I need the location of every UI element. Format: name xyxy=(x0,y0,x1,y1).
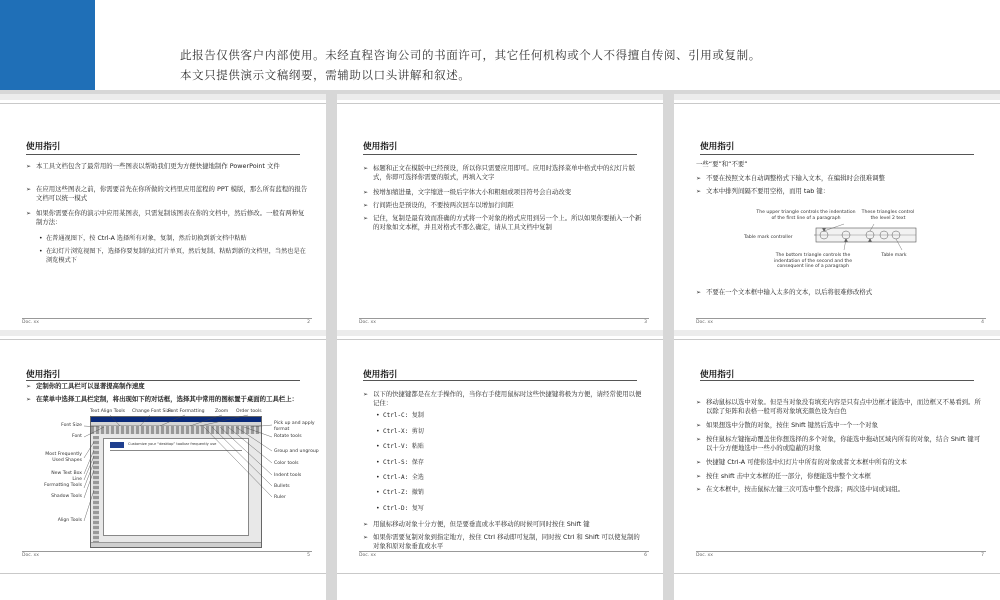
diagram-label: Table mark xyxy=(881,253,907,258)
slide-divider xyxy=(337,339,663,340)
bullet: ➢ 本工具文档包含了最常用的一些图表以帮助我们更为方便快捷地制作 PowerPoint 文件 xyxy=(26,162,280,170)
arrow-bullet-icon: ➢ xyxy=(363,189,369,196)
dot-bullet-icon: • xyxy=(376,443,380,450)
bullet: ➢ 不要在按照文本自动调整格式下输入文本，在编辑时会很难调整 xyxy=(696,174,885,182)
arrow-bullet-icon: ➢ xyxy=(696,459,702,466)
brand-block xyxy=(0,0,95,90)
arrow-bullet-icon: ➢ xyxy=(26,186,32,193)
slide-title: 使用指引 xyxy=(700,142,735,152)
bullet: ➢ 按住 shift 击中文本框的任一部分，你便能选中整个文本框 xyxy=(696,472,871,480)
bullet: ➢ 文本中排列间隔不要用空格，而用 tab 键： xyxy=(696,187,830,195)
footer-rule xyxy=(359,551,649,552)
arrow-bullet-icon: ➢ xyxy=(363,521,369,528)
slide-divider xyxy=(674,103,1000,104)
footer-doc: Doc. xx xyxy=(22,553,39,558)
diagram-label: The upper triangle controls the indentation of the first line of a paragraph xyxy=(756,210,856,221)
diagram-label: Table mark controller xyxy=(744,235,793,240)
sub-bullet: • 在普通视图下，按 Ctrl-A 选择所有对象，复制，然后切换到新文档中粘贴 xyxy=(39,235,247,242)
shortcut-item: • Ctrl-Z: 撤销 xyxy=(376,489,424,496)
bullet: ➢ 在菜单中选择工具栏定制，将出现如下的对话框，选择其中常用的图标置于桌面的工具栏上： xyxy=(26,395,299,403)
slide-thumbnail-6[interactable] xyxy=(337,330,663,564)
arrow-bullet-icon: ➢ xyxy=(696,473,702,480)
slide-title: 使用指引 xyxy=(363,142,398,152)
slide-title: 使用指引 xyxy=(700,370,735,380)
title-rule xyxy=(700,380,974,381)
bullet: ➢ 定制你的工具栏可以显著提高制作速度 xyxy=(26,382,145,390)
arrow-bullet-icon: ➢ xyxy=(363,202,369,209)
intro-text: 一些“要”和“不要” xyxy=(696,160,748,168)
slide-thumbnail-3[interactable] xyxy=(337,94,663,330)
footer-doc: Doc. xx xyxy=(359,320,376,325)
toolbar-label: Font xyxy=(71,434,82,439)
dot-bullet-icon: • xyxy=(376,489,380,496)
app-canvas-text: Customize your “desktop” toolbar frequently use xyxy=(128,442,217,446)
arrow-bullet-icon: ➢ xyxy=(696,289,702,296)
slide-thumbnail-4[interactable] xyxy=(674,94,1000,330)
toolbar-label: Align Tools xyxy=(57,518,82,523)
title-rule xyxy=(700,154,974,155)
sub-bullet: • 在幻灯片浏览视图下，选择你要复制的幻灯片单页，然后复制、粘贴到新的文档里，当然也是在浏览模式下 xyxy=(39,248,306,264)
toolbar-label: Font Size xyxy=(61,423,82,428)
toolbar-label: Line xyxy=(72,477,82,482)
footer-doc: Doc. xx xyxy=(696,553,713,558)
arrow-bullet-icon: ➢ xyxy=(363,391,369,398)
arrow-bullet-icon: ➢ xyxy=(696,436,702,443)
footer-rule xyxy=(696,318,986,319)
bullet: ➢ 如果你需要复制对象到指定地方，按住 Ctrl 移动即可复制，同时按 Ctrl 和 Shift 可以使复制的对象和原对象垂直或水平 xyxy=(363,533,640,550)
toolbar-label: Shadow Tools xyxy=(51,494,82,499)
bullet: ➢ 记住，复制是最有效而准确的方式将一个对象的格式应用到另一个上。所以如果你要插入一个新的对象如文本框，并且对格式不那么确定，请从工具文档中复制 xyxy=(363,214,642,231)
dot-bullet-icon: • xyxy=(376,459,380,466)
arrow-bullet-icon: ➢ xyxy=(363,534,369,541)
shortcut-item: • Ctrl-C: 复制 xyxy=(376,412,424,419)
arrow-bullet-icon: ➢ xyxy=(696,188,702,195)
footer-doc: Doc. xx xyxy=(22,320,39,325)
title-rule xyxy=(26,154,300,155)
arrow-bullet-icon: ➢ xyxy=(363,215,369,222)
slide-divider xyxy=(337,103,663,104)
slide-divider xyxy=(674,573,1000,574)
slide-top-bar xyxy=(674,330,1000,336)
confidential-notice: 此报告仅供客户内部使用。未经直程咨询公司的书面许可，其它任何机构或个人不得擅自传阅、引用或复制。 xyxy=(180,48,761,62)
slide-top-bar xyxy=(337,330,663,336)
toolbar-label: Bullets xyxy=(274,484,290,489)
slide-top-bar xyxy=(0,94,326,100)
slide-thumbnail-7[interactable] xyxy=(674,330,1000,564)
slide-thumbnail-8[interactable] xyxy=(0,564,326,600)
arrow-bullet-icon: ➢ xyxy=(26,210,32,217)
toolbar-label: Color tools xyxy=(274,461,299,466)
slide-thumbnail-5[interactable] xyxy=(0,330,326,564)
bullet: ➢ 在应用这些图表之前，你需要首先在你所做的文档里应用蓝程的 PPT 模版，那么所有蓝程的报告文档可以统一模式 xyxy=(26,185,308,202)
bullet: ➢ 按增加缩进量，文字缩进一级后字体大小和粗细或项目符号会自动改变 xyxy=(363,188,572,196)
bullet: ➢ 不要在一个文本框中输入太多的文本，以后将很难修改格式 xyxy=(696,288,873,296)
footer-doc: Doc. xx xyxy=(696,320,713,325)
toolbar-label: Ruler xyxy=(274,495,286,500)
toolbar-label: Pick up and apply format xyxy=(274,421,315,432)
bullet: ➢ 按住鼠标左键拖动覆盖住你想选择的多个对象，你能选中拖动区域内所有的对象，结合 Shift 键可以十分方便地选中一些小的或隐蔽的对象 xyxy=(696,435,981,452)
bullet: ➢ 用鼠标移动对象十分方便，但是要垂直或水平移动的时候可同时按住 Shift 键 xyxy=(363,520,590,528)
diagram-label: These triangles control the level 2 text xyxy=(861,210,915,221)
bullet: ➢ 标题和正文在模版中已经预设，所以你只需要应用即可。应用时选择菜单中格式中的幻灯片版式，你即可选择你需要的版式，再填入文字 xyxy=(363,164,636,181)
ruler-diagram xyxy=(814,222,924,254)
presentation-notice: 本文只提供演示文稿纲要，需辅助以口头讲解和叙述。 xyxy=(180,68,471,82)
page-number: 5 xyxy=(307,553,310,558)
footer-rule xyxy=(696,551,986,552)
toolbar-label: Group and ungroup xyxy=(274,449,319,454)
dot-bullet-icon: • xyxy=(376,505,380,512)
toolbar-label: New Text Box xyxy=(51,471,82,476)
shortcut-item: • Ctrl-D: 复写 xyxy=(376,505,424,512)
toolbar-label: Formatting Tools xyxy=(44,483,82,488)
callout-lines xyxy=(0,330,326,564)
slide-thumbnail-10[interactable] xyxy=(674,564,1000,600)
slide-top-bar xyxy=(674,94,1000,100)
shortcut-item: • Ctrl-S: 保存 xyxy=(376,459,424,466)
bullet: ➢ 移动鼠标以选中对象。但是当对象没有填充内容是只有点中边框才能选中，而边框又不易看到。所以除了矩阵和表格一般可将对象填充颜色设为白色 xyxy=(696,398,981,415)
arrow-bullet-icon: ➢ xyxy=(696,486,702,493)
dot-bullet-icon: • xyxy=(39,248,43,255)
shortcut-item: • Ctrl-X: 剪切 xyxy=(376,428,424,435)
slide-top-bar xyxy=(337,94,663,100)
toolbar-label: Rotate tools xyxy=(274,434,302,439)
toolbar-label: Most Frequently Used Shapes xyxy=(45,452,82,463)
page-number: 3 xyxy=(644,320,647,325)
arrow-bullet-icon: ➢ xyxy=(696,399,702,406)
bullet: ➢ 行间距也是预设的，不要按两次回车以增加行间距 xyxy=(363,201,514,209)
toolbar-label: Order tools xyxy=(236,409,262,414)
bullet: ➢ 如果你需要在你的演示中应用某图表，只需复制该图表在你的文档中，然后修改。一般有两种复制方法： xyxy=(26,209,305,226)
footer-rule xyxy=(22,551,312,552)
page-number: 6 xyxy=(644,553,647,558)
page-number: 2 xyxy=(307,320,310,325)
header-band xyxy=(0,0,1000,90)
bullet: ➢ 在文本框中，按击鼠标左键三次可选中整个段落；两次选中词或词组。 xyxy=(696,485,905,493)
title-rule xyxy=(363,154,637,155)
toolbar-label: Indent tools xyxy=(274,473,302,478)
slide-thumbnail-2[interactable] xyxy=(0,94,326,330)
page-number: 7 xyxy=(981,553,984,558)
arrow-bullet-icon: ➢ xyxy=(26,383,32,390)
title-rule xyxy=(363,380,637,381)
diagram-label: The bottom triangle controls the indentation of the second and the consequent line of a paragraph xyxy=(773,253,853,269)
footer-doc: Doc. xx xyxy=(359,553,376,558)
shortcut-item: • Ctrl-A: 全选 xyxy=(376,474,424,481)
arrow-bullet-icon: ➢ xyxy=(696,175,702,182)
arrow-bullet-icon: ➢ xyxy=(363,165,369,172)
bullet: ➢ 如果想选中分散的对象，按住 Shift 键然后选中一个一个对象 xyxy=(696,421,878,429)
arrow-bullet-icon: ➢ xyxy=(26,396,32,403)
arrow-bullet-icon: ➢ xyxy=(696,422,702,429)
slide-title: 使用指引 xyxy=(26,370,61,380)
dot-bullet-icon: • xyxy=(376,428,380,435)
slide-divider xyxy=(674,339,1000,340)
toolbar-label: Text Align Tools xyxy=(90,409,126,414)
slide-thumbnail-9[interactable] xyxy=(337,564,663,600)
toolbar-label: Font Formatting xyxy=(168,409,205,414)
footer-rule xyxy=(359,318,649,319)
arrow-bullet-icon: ➢ xyxy=(26,163,32,170)
dot-bullet-icon: • xyxy=(376,474,380,481)
slide-divider xyxy=(0,573,326,574)
slide-divider xyxy=(337,573,663,574)
slide-title: 使用指引 xyxy=(26,142,61,152)
slide-title: 使用指引 xyxy=(363,370,398,380)
toolbar-label: Change Font Size xyxy=(132,409,172,414)
dot-bullet-icon: • xyxy=(376,412,380,419)
slide-divider xyxy=(0,103,326,104)
page-number: 4 xyxy=(981,320,984,325)
footer-rule xyxy=(22,318,312,319)
bullet: ➢ 快捷键 Ctrl-A 可使你选中幻灯片中所有的对象或者文本框中所有的文本 xyxy=(696,458,907,466)
dot-bullet-icon: • xyxy=(39,235,43,242)
toolbar-label: Zoom xyxy=(215,409,229,414)
bullet: ➢ 以下的快捷键都是在左手操作的，当你右手使用鼠标时这些快捷键将极为方便，请经常使用以便记住： xyxy=(363,390,642,407)
shortcut-item: • Ctrl-V: 粘贴 xyxy=(376,443,424,450)
